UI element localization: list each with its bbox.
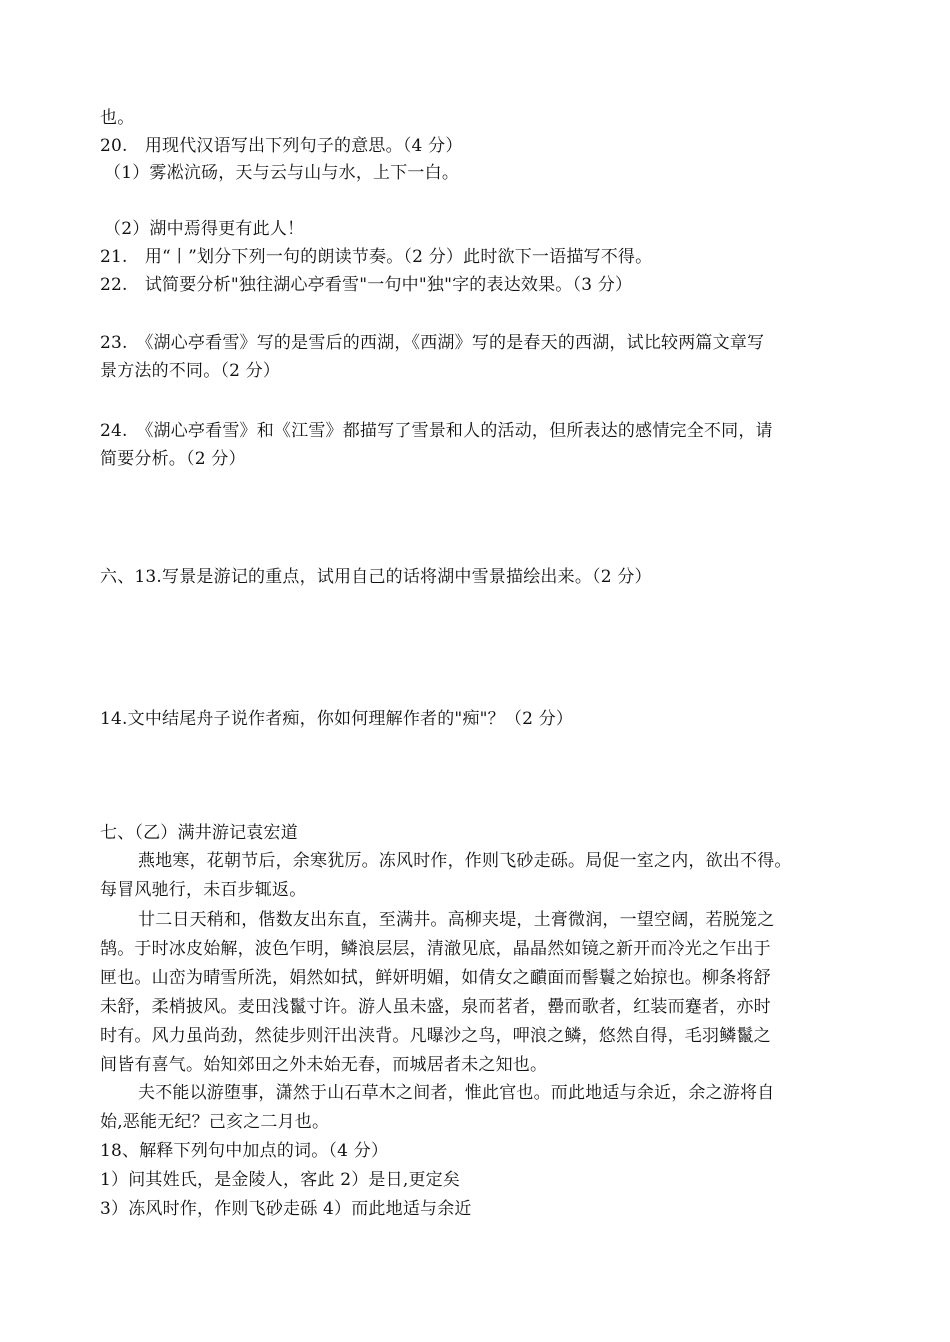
question-24-continued: 简要分析。（2 分） (100, 449, 246, 469)
text-line: 也。 (100, 108, 135, 128)
passage-line: 匣也。山峦为晴雪所洗，娟然如拭，鲜妍明媚，如倩女之靧面而髻鬟之始掠也。柳条将舒 (100, 968, 771, 988)
question-24: 24. 《湖心亭看雪》和《江雪》都描写了雪景和人的活动，但所表达的感情完全不同，请 (100, 421, 773, 441)
question-21: 21. 用“丨”划分下列一句的朗读节奏。（2 分）此时欲下一语描写不得。 (100, 247, 653, 267)
passage-paragraph-3: 夫不能以游堕事，潇然于山石草木之间者，惟此官也。而此地适与余近，余之游将自 (138, 1083, 775, 1103)
passage-line: 每冒风驰行，未百步辄返。 (100, 880, 307, 900)
passage-line: 鹄。于时冰皮始解，波色乍明，鳞浪层层，清澈见底，晶晶然如镜之新开而冷光之乍出于 (100, 939, 771, 959)
section-7-title: 七、（乙）满井游记袁宏道 (100, 823, 298, 843)
question-22: 22. 试简要分析"独往湖心亭看雪"一句中"独"字的表达效果。（3 分） (100, 275, 633, 295)
question-18-items-3-4: 3）冻风时作，作则飞砂走砾 4）而此地适与余近 (100, 1199, 472, 1219)
question-20: 20. 用现代汉语写出下列句子的意思。（4 分） (100, 136, 463, 156)
section-6-question-13: 六、13.写景是游记的重点，试用自己的话将湖中雪景描绘出来。（2 分） (100, 567, 652, 587)
question-23: 23. 《湖心亭看雪》写的是雪后的西湖，《西湖》写的是春天的西湖，试比较两篇文章写 (100, 333, 765, 353)
passage-paragraph-2: 廿二日天稍和，偕数友出东直，至满井。高柳夹堤，土膏微润，一望空阔，若脱笼之 (138, 910, 775, 930)
question-20-item-2: （2）湖中焉得更有此人！ (104, 219, 305, 239)
passage-line: 未舒，柔梢披风。麦田浅鬣寸许。游人虽未盛，泉而茗者，罍而歌者，红装而蹇者，亦时 (100, 997, 771, 1017)
question-20-item-1: （1）雾凇沆砀，天与云与山与水，上下一白。 (104, 163, 460, 183)
question-14: 14.文中结尾舟子说作者痴，你如何理解作者的"痴"？（2 分） (100, 709, 574, 729)
passage-paragraph-1: 燕地寒，花朝节后，余寒犹厉。冻风时作，作则飞砂走砾。局促一室之内，欲出不得。 (138, 851, 792, 871)
passage-line: 始,恶能无纪？己亥之二月也。 (100, 1112, 330, 1132)
question-23-continued: 景方法的不同。（2 分） (100, 361, 281, 381)
passage-line: 间皆有喜气。始知郊田之外未始无春，而城居者未之知也。 (100, 1055, 548, 1075)
question-18-items-1-2: 1）问其姓氏，是金陵人，客此 2）是日,更定矣 (100, 1170, 461, 1190)
question-18: 18、解释下列句中加点的词。（4 分） (100, 1141, 389, 1161)
passage-line: 时有。风力虽尚劲，然徒步则汗出浃背。凡曝沙之鸟，呷浪之鳞，悠然自得，毛羽鳞鬣之 (100, 1026, 771, 1046)
